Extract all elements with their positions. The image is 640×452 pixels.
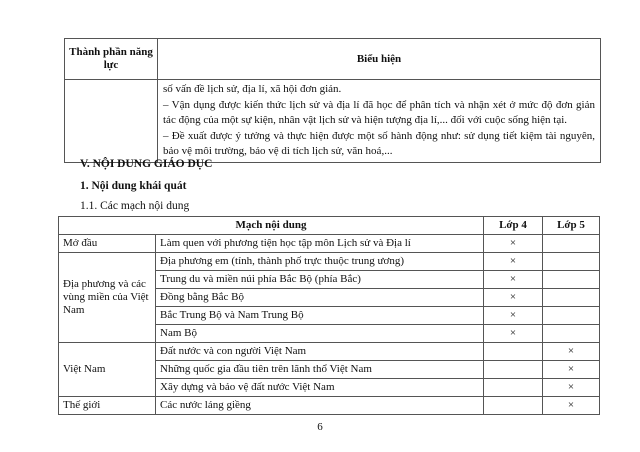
grade4-mark: × [484,253,543,271]
topic-cell: Đồng bằng Bắc Bộ [156,289,484,307]
grade5-mark: × [543,361,600,379]
topic-cell: Đất nước và con người Việt Nam [156,343,484,361]
topic-cell: Địa phương em (tỉnh, thành phố trực thuộc trung ương) [156,253,484,271]
grade4-mark: × [484,289,543,307]
grade5-mark [543,307,600,325]
topic-cell: Bắc Trung Bộ và Nam Trung Bộ [156,307,484,325]
grade5-mark [543,325,600,343]
content-strands-table [58,216,600,415]
grade4-mark [484,379,543,397]
grade4-mark: × [484,325,543,343]
content-strand-header: Mạch nội dung [59,217,484,235]
expression-line: – Vận dụng được kiến thức lịch sử và địa lí đã học để phân tích và nhận xét ở mức độ đơn giản tác động của một sự kiện, nhân vật lịch sử và hiện tượng địa lí,... đối với cuộc sống hiện tại. [163,98,595,126]
page-number: 6 [317,421,323,433]
table-row [59,343,600,361]
expression-cell [158,80,601,163]
grade4-mark: × [484,271,543,289]
group-label: Việt Nam [59,343,156,397]
grade4-mark: × [484,235,543,253]
topic-cell: Những quốc gia đầu tiên trên lãnh thổ Việt Nam [156,361,484,379]
topic-cell: Xây dựng và bảo vệ đất nước Việt Nam [156,379,484,397]
competency-component-cell [65,80,158,163]
grade5-mark [543,235,600,253]
grade5-mark [543,289,600,307]
table-row [59,253,600,271]
expression-line: số vấn đề lịch sử, địa lí, xã hội đơn giản. [163,83,342,95]
group-label: Mở đầu [59,235,156,253]
section-heading: V. NỘI DUNG GIÁO DỤC [80,158,213,170]
grade5-mark [543,271,600,289]
grade5-mark: × [543,379,600,397]
topic-cell: Các nước láng giềng [156,397,484,415]
grade4-mark [484,343,543,361]
expression-header: Biểu hiện [158,39,601,80]
grade5-mark: × [543,397,600,415]
expression-line: – Đề xuất được ý tưởng và thực hiện được một số hành động như: sử dụng tiết kiệm tài nguyên, bảo vệ môi trường, bảo vệ di tích lịch sử, văn hoá,... [163,129,595,157]
grade5-header: Lớp 5 [543,217,600,235]
topic-cell: Nam Bộ [156,325,484,343]
grade5-mark: × [543,343,600,361]
competency-component-header: Thành phần năng lực [65,39,158,80]
table-row [59,397,600,415]
topic-cell: Làm quen với phương tiện học tập môn Lịch sử và Địa lí [156,235,484,253]
competency-table [64,38,601,163]
grade4-mark [484,361,543,379]
topic-cell: Trung du và miền núi phía Bắc Bộ (phía Bắc) [156,271,484,289]
grade4-mark: × [484,307,543,325]
subsection-heading: 1. Nội dung khái quát [80,180,187,192]
table-row [59,235,600,253]
grade5-mark [543,253,600,271]
grade4-mark [484,397,543,415]
grade4-header: Lớp 4 [484,217,543,235]
group-label: Địa phương và các vùng miền của Việt Nam [59,253,156,343]
group-label: Thế giới [59,397,156,415]
sub-subsection-heading: 1.1. Các mạch nội dung [80,200,190,212]
